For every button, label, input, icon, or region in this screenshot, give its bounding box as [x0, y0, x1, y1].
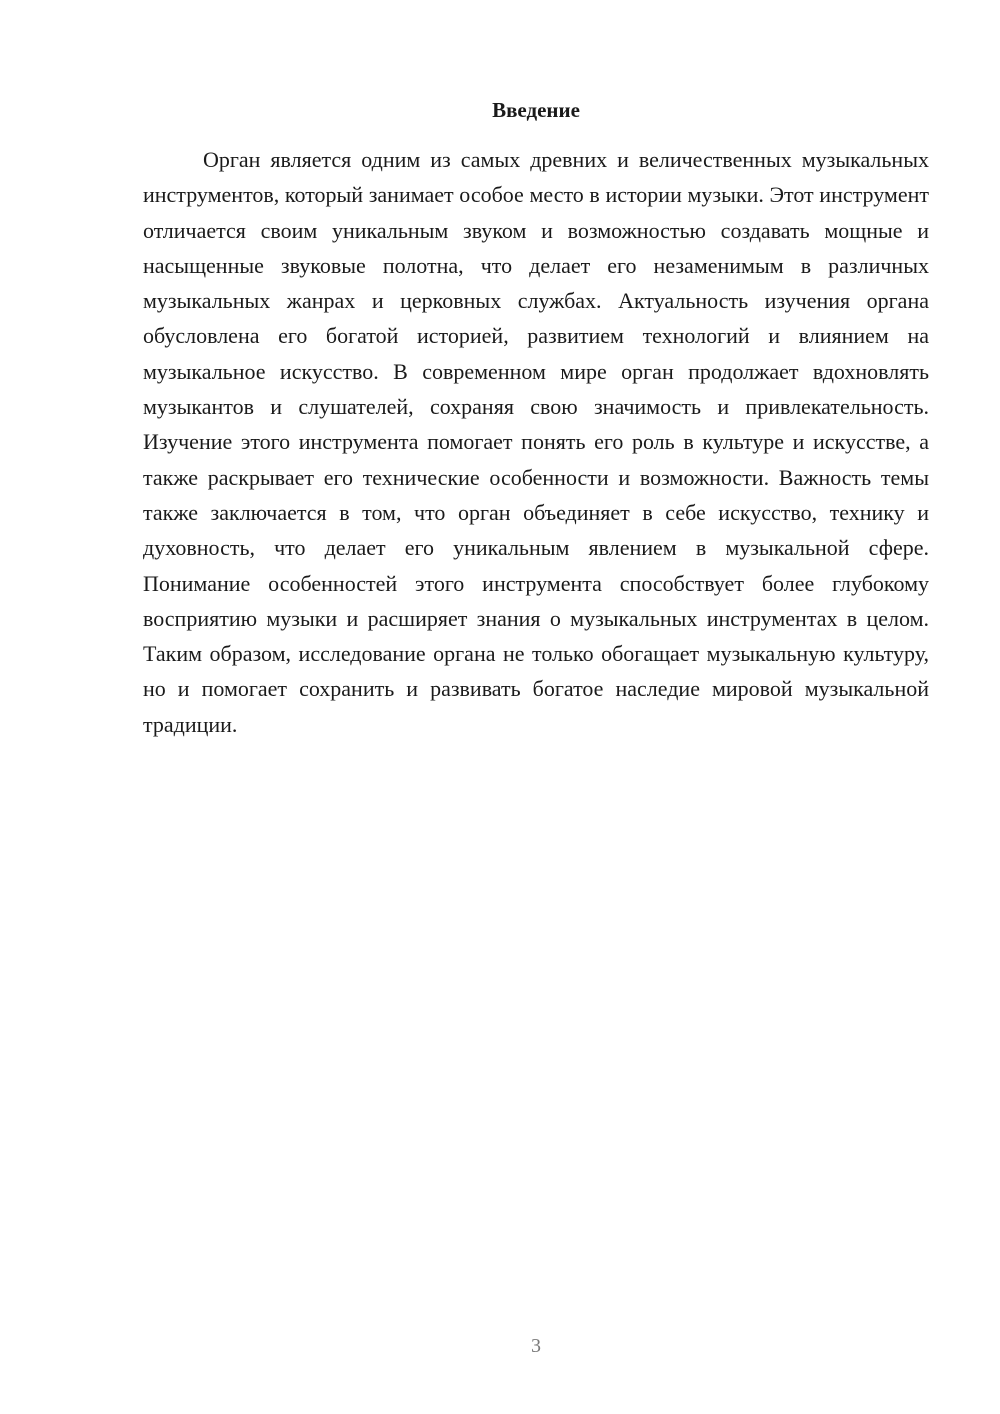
body-paragraph: Орган является одним из самых древних и величественных музыкальных инструментов, который занимает особое место в истории музыки. Этот инструмент отличается своим уникальным звуком и возможностью создавать мощные и насыщенные звуковые полотна, что делает его незаменимым в различных музыкальных жанрах и церковных службах. Актуальность изучения органа обусловлена его богатой историей, развитием технологий и влиянием на музыкальное искусство. В современном мире орган продолжает вдохновлять музыкантов и слушателей, сохраняя свою значимость и привлекательность. Изучение этого инструмента помогает понять его роль в культуре и искусстве, а также раскрывает его технические особенности и возможности. Важность темы также заключается в том, что орган объединяет в себе искусство, технику и духовность, что делает его уникальным явлением в музыкальной сфере. Понимание особенностей этого инструмента способствует более глубокому восприятию музыки и расширяет знания о музыкальных инструментах в целом. Таким образом, исследование органа не только обогащает музыкальную культуру, но и помогает сохранить и развивать богатое наследие мировой музыкальной традиции.	[143, 147, 929, 737]
page-number: 3	[531, 1335, 541, 1357]
section-title: Введение	[492, 98, 580, 122]
